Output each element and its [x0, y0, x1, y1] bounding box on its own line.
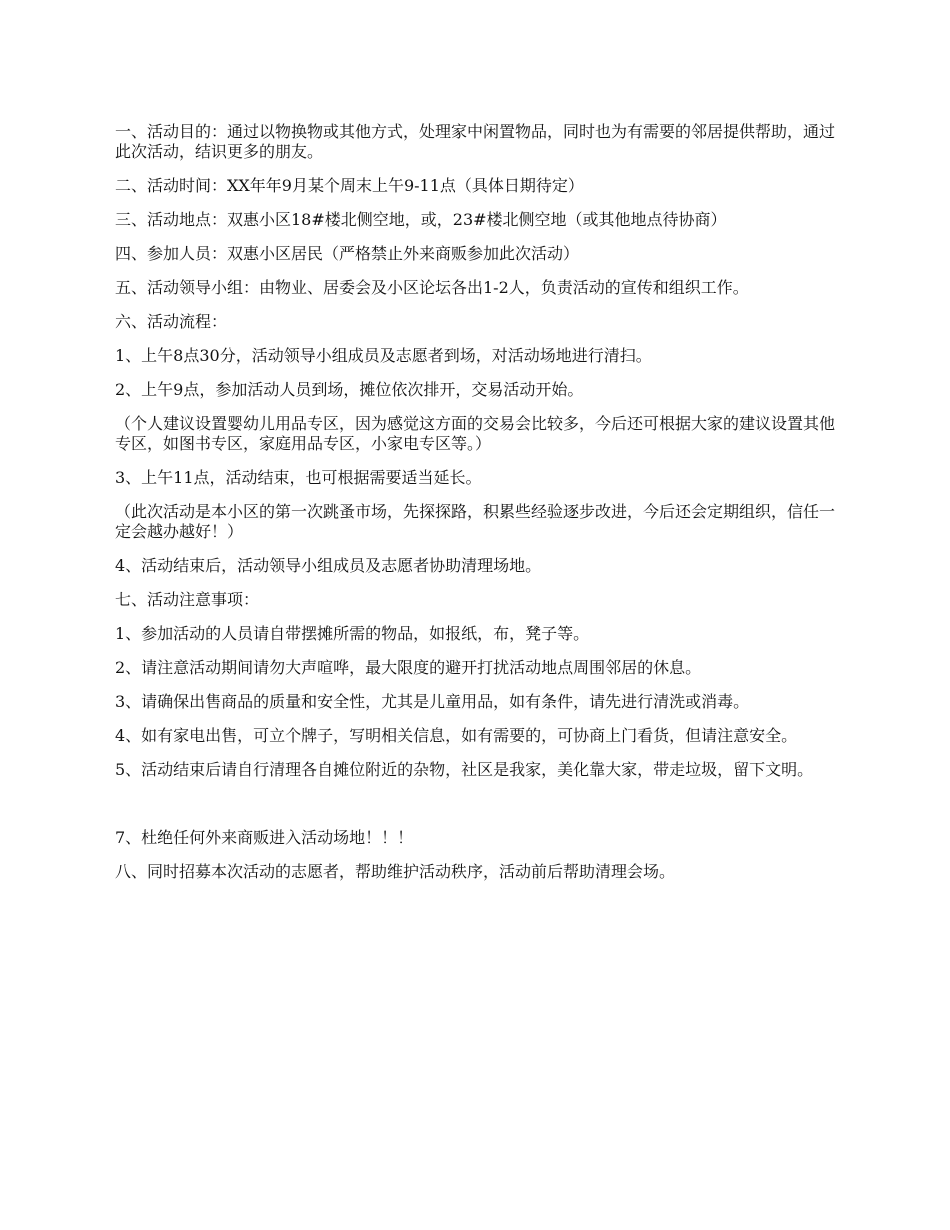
paragraph-process-heading: 六、活动流程：	[115, 312, 228, 331]
paragraph-volunteers: 八、同时招募本次活动的志愿者，帮助维护活动秩序，活动前后帮助清理会场。	[115, 862, 676, 881]
paragraph-leadership: 五、活动领导小组：由物业、居委会及小区论坛各出1-2人，负责活动的宣传和组织工作。	[115, 278, 749, 297]
paragraph-process-note-2: （此次活动是本小区的第一次跳蚤市场，先探探路，积累些经验逐步改进，今后还会定期组织，信任一定会越办越好！）	[115, 502, 836, 541]
paragraph-note-2: 2、请注意活动期间请勿大声喧哗，最大限度的避开打扰活动地点周围邻居的休息。	[115, 658, 702, 677]
document-body	[115, 122, 845, 896]
paragraph-note-7: 7、杜绝任何外来商贩进入活动场地！！！	[115, 828, 414, 847]
paragraph-participants: 四、参加人员：双惠小区居民（严格禁止外来商贩参加此次活动）	[115, 244, 580, 263]
paragraph-note-1: 1、参加活动的人员请自带摆摊所需的物品，如报纸，布，凳子等。	[115, 624, 590, 643]
blank-gap	[115, 794, 845, 828]
paragraph-process-step-3: 3、上午11点，活动结束，也可根据需要适当延长。	[115, 468, 482, 487]
paragraph-process-step-2: 2、上午9点，参加活动人员到场，摊位依次排开，交易活动开始。	[115, 380, 584, 399]
paragraph-notes-heading: 七、活动注意事项：	[115, 590, 260, 609]
paragraph-note-3: 3、请确保出售商品的质量和安全性，尤其是儿童用品，如有条件，请先进行清洗或消毒。	[115, 692, 750, 711]
paragraph-note-5: 5、活动结束后请自行清理各自摊位附近的杂物，社区是我家，美化靠大家，带走垃圾，留下文明。	[115, 760, 814, 779]
paragraph-time: 二、活动时间：XX年年9月某个周末上午9-11点（具体日期待定）	[115, 176, 584, 195]
paragraph-process-note-1: （个人建议设置婴幼儿用品专区，因为感觉这方面的交易会比较多，今后还可根据大家的建议设置其他专区，如图书专区，家庭用品专区，小家电专区等。）	[115, 414, 836, 453]
paragraph-location: 三、活动地点：双惠小区18#楼北侧空地，或，23#楼北侧空地（或其他地点待协商）	[115, 210, 727, 229]
paragraph-purpose: 一、活动目的：通过以物换物或其他方式，处理家中闲置物品，同时也为有需要的邻居提供帮助，通过此次活动，结识更多的朋友。	[115, 122, 836, 161]
paragraph-note-4: 4、如有家电出售，可立个牌子，写明相关信息，如有需要的，可协商上门看货，但请注意安全。	[115, 726, 798, 745]
paragraph-process-step-1: 1、上午8点30分，活动领导小组成员及志愿者到场，对活动场地进行清扫。	[115, 346, 652, 365]
paragraph-process-step-4: 4、活动结束后，活动领导小组成员及志愿者协助清理场地。	[115, 556, 542, 575]
